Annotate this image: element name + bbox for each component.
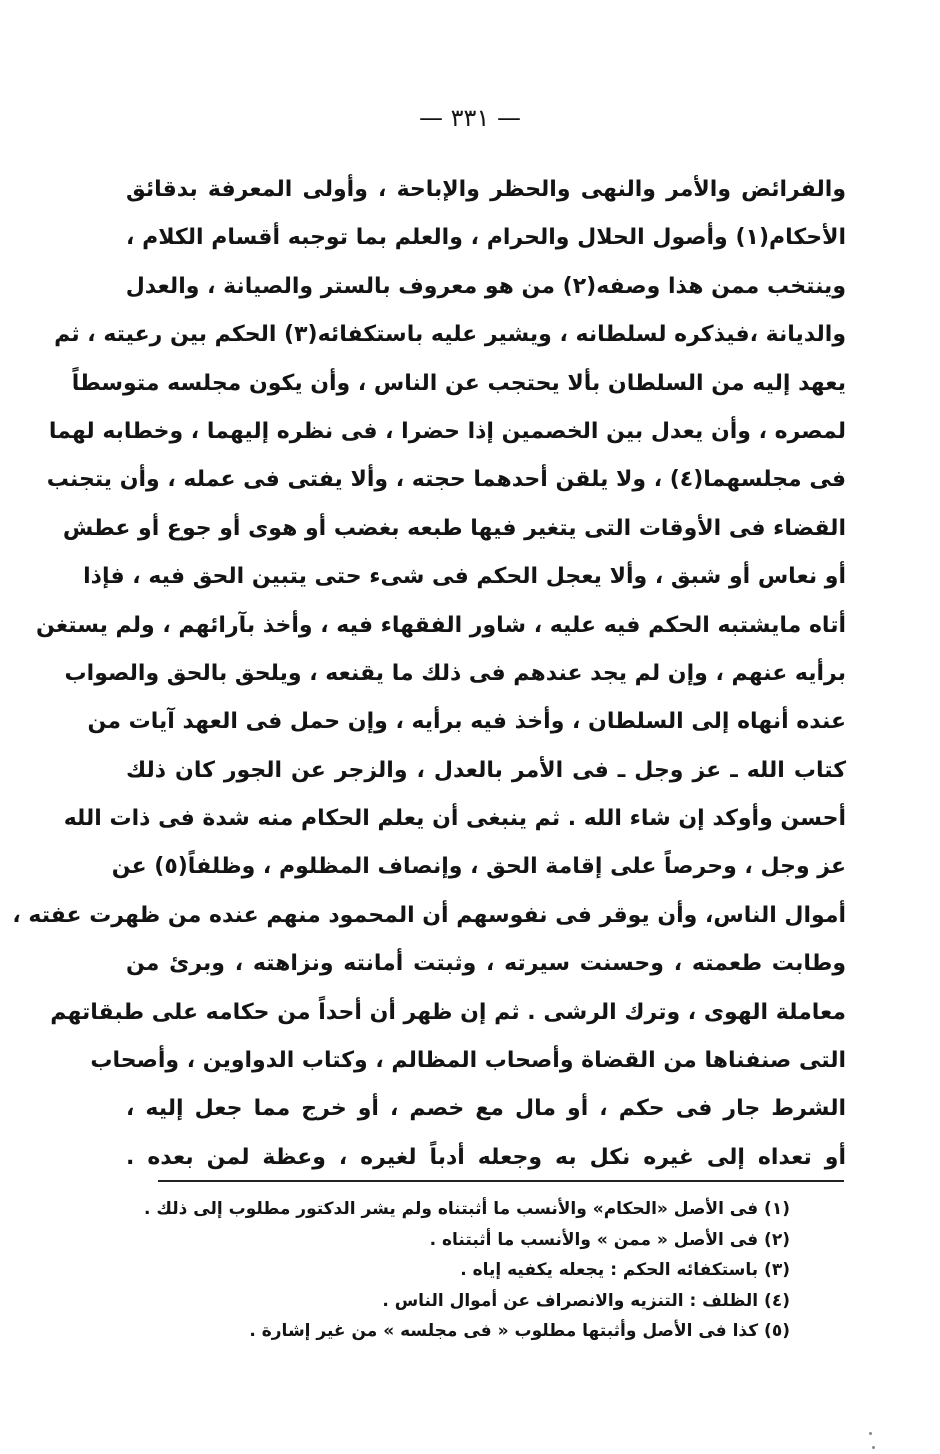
- text-line: التى صنفناها من القضاة وأصحاب المظالم ، وكتاب الدواوين ، وأصحاب: [90, 1048, 846, 1074]
- footnote: (٣) باستكفائه الحكم : يجعله يكفيه إياه .: [460, 1260, 790, 1280]
- text-line: وطابت طعمته ، وحسنت سيرته ، وثبتت أمانته ونزاهته ، وبرئ من: [126, 951, 846, 977]
- footnote: (١) فى الأصل «الحكام» والأنسب ما أثبتناه ولم يشر الدكتور مطلوب إلى ذلك .: [144, 1199, 790, 1219]
- scan-speck: [872, 1446, 875, 1449]
- text-line: برأيه عنهم ، وإن لم يجد عندهم فى ذلك ما يقنعه ، ويلحق بالحق والصواب: [64, 660, 846, 686]
- text-line: معاملة الهوى ، وترك الرشى . ثم إن ظهر أن أحداً من حكامه على طبقاتهم: [50, 999, 846, 1025]
- page-number: — ٣٣١ —: [419, 104, 521, 132]
- main-text-block: [12, 166, 846, 1182]
- text-line: لمصره ، وأن يعدل بين الخصمين إذا حضرا ، فى نظره إليهما ، وخطابه لهما: [48, 418, 846, 444]
- text-line: أحسن وأوكد إن شاء الله . ثم ينبغى أن يعلم الحكام منه شدة فى ذات الله: [63, 806, 846, 832]
- text-line: أو نعاس أو شبق ، وألا يعجل الحكم فى شىء حتى يتبين الحق فيه ، فإذا: [83, 564, 846, 590]
- text-line: فى مجلسهما(٤) ، ولا يلقن أحدهما حجته ، وألا يفتى فى عمله ، وأن يتجنب: [46, 467, 846, 493]
- footnote: (٤) الظلف : التنزيه والانصراف عن أموال الناس .: [382, 1290, 790, 1311]
- text-line: والفرائض والأمر والنهى والحظر والإباحة ، وأولى المعرفة بدقائق: [126, 177, 846, 202]
- text-line: عنده أنهاه إلى السلطان ، وأخذ فيه برأيه ، وإن حمل فى العهد آيات من: [87, 709, 846, 735]
- text-line: والديانة ،فيذكره لسلطانه ، ويشير عليه باستكفائه(٣) الحكم بين رعيته ، ثم: [54, 322, 846, 348]
- text-line: القضاء فى الأوقات التى يتغير فيها طبعه بغضب أو هوى أو جوع أو عطش: [62, 515, 846, 541]
- footnote-divider: [158, 1180, 844, 1182]
- text-line: الأحكام(١) وأصول الحلال والحرام ، والعلم بما توجبه أقسام الكلام ،: [126, 225, 846, 251]
- text-line: كتاب الله ـ عز وجل ـ فى الأمر بالعدل ، والزجر عن الجور كان ذلك: [126, 757, 846, 783]
- text-line: وينتخب ممن هذا وصفه(٢) من هو معروف بالستر والصيانة ، والعدل: [125, 273, 846, 299]
- scan-speck: [869, 1432, 872, 1435]
- text-line: يعهد إليه من السلطان بألا يحتجب عن الناس ، وأن يكون مجلسه متوسطاً: [71, 370, 846, 396]
- text-line: أتاه مايشتبه الحكم فيه عليه ، شاور الفقهاء فيه ، وأخذ بآرائهم ، ولم يستغن: [36, 612, 846, 638]
- footnote: (٢) فى الأصل « ممن » والأنسب ما أثبتناه .: [429, 1229, 790, 1250]
- text-line: أو تعداه إلى غيره نكل به وجعله أدباً لغيره ، وعظة لمن بعده .: [126, 1144, 846, 1170]
- text-line: أموال الناس، وأن يوقر فى نفوسهم أن المحمود منهم عنده من ظهرت عفته ،: [12, 902, 846, 928]
- footnote: (٥) كذا فى الأصل وأثبتها مطلوب « فى مجلسه » من غير إشارة .: [249, 1321, 790, 1341]
- text-line: عز وجل ، وحرصاً على إقامة الحق ، وإنصاف المظلوم ، وظلفاً(٥) عن: [111, 854, 846, 880]
- footnotes-block: [144, 1194, 790, 1347]
- text-line: الشرط جار فى حكم ، أو مال مع خصم ، أو خرج مما جعل إليه ،: [126, 1096, 846, 1122]
